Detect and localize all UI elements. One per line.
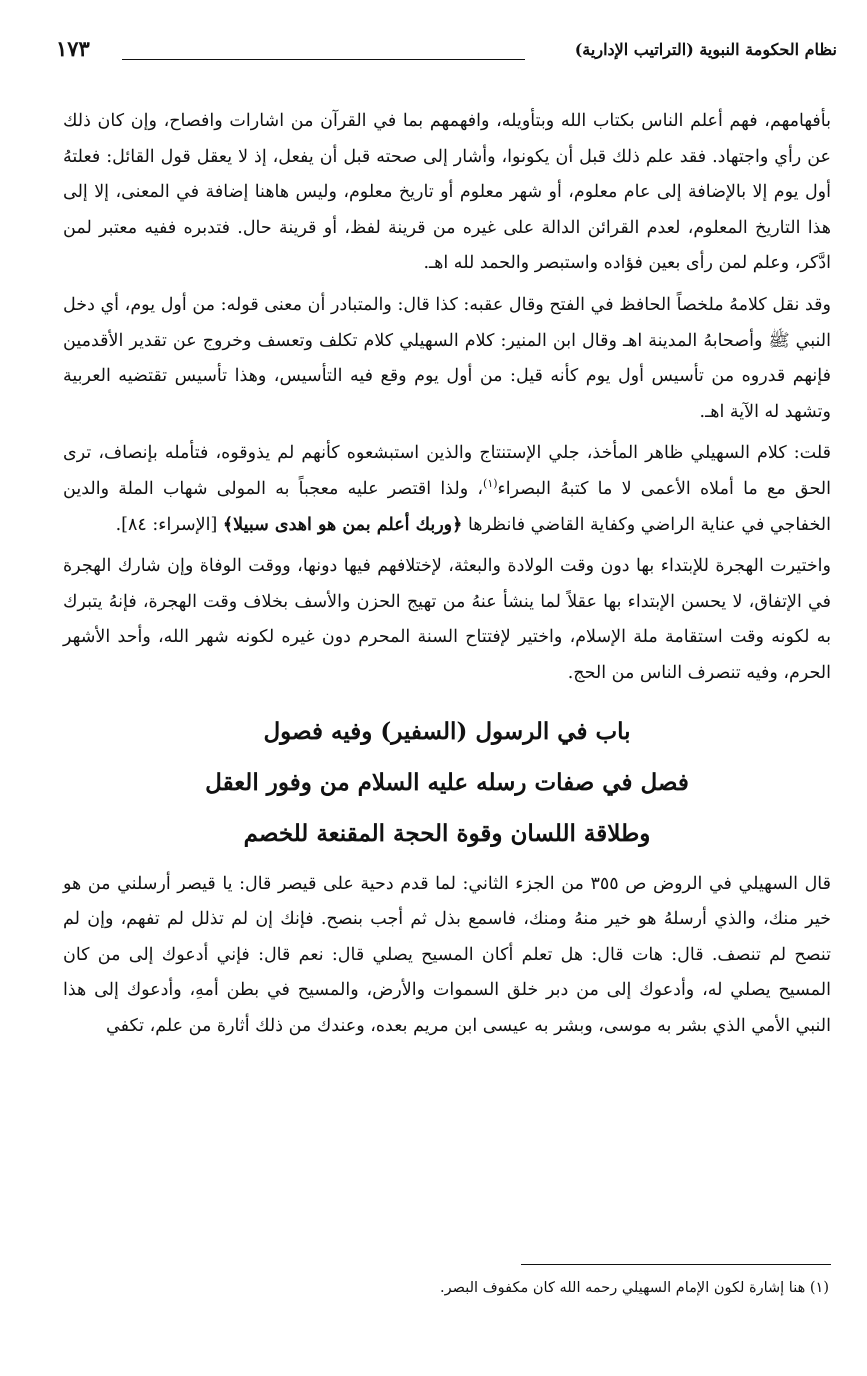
header-rule xyxy=(122,59,525,60)
page-number: ١٧٣ xyxy=(56,36,90,61)
footnote: (١) هنا إشارة لكون الإمام السهيلي رحمه الله كان مكفوف البصر. xyxy=(440,1280,829,1296)
section-heading: وطلاقة اللسان وقوة الحجة المقنعة للخصم xyxy=(243,819,651,847)
paragraph: بأفهامهم، فهم أعلم الناس بكتاب الله وبتأويله، وافهمهم بما في القرآن من اشارات وافصاح، وإن كان ذلك عن رأي واجتهاد. فقد علم ذلك قبل أن يكونوا، وأشار إلى صحته قبل أن يفعل، إذ لا يعقل قول القائل: فعلتهُ أول يوم إلا بالإضافة إلى عام معلوم، أو شهر معلوم أو تاريخ معلوم، وليس هاهنا إضافة في المعنى، إلا إلى هذا التاريخ المعلوم، لعدم القرائن الدالة على غيره من قرينة لفظ، أو قرينة حال. فتدبره ففيه معتبر لمن ادَّكر، وعلم لمن رأى بعين فؤاده واستبصر والحمد لله اهـ. xyxy=(63,111,831,274)
footnote-marker: (١) xyxy=(483,477,498,491)
chapter-heading: باب في الرسول (السفير) وفيه فصول xyxy=(263,717,631,745)
paragraph xyxy=(63,436,831,543)
paragraph: قال السهيلي في الروض ص ٣٥٥ من الجزء الثاني: لما قدم دحية على قيصر قال: يا قيصر أرسلني من هو خير منك، والذي أرسلهُ هو خير منهُ ومنك، فاسمع بذل ثم أجب بنصح. فإنك إن لم تذلل لم تفهم، وإن لم تنصح لم تنصف. قال: هات قال: هل تعلم أكان المسيح يصلي قال: نعم قال: فإني أدعوك إلى من كان المسيح يصلي له، وأدعوك إلى من دبر خلق السموات والأرض، والمسيح في بطن أمهِ، وأدعوك إلى هذا النبي الأمي الذي بشر به موسى، وبشر به عيسى ابن مريم بعده، وعندك من ذلك أثارة من علم، تكفي xyxy=(63,873,831,1036)
quran-verse: ﴿وربك أعلم بمن هو اهدى سبيلا﴾ xyxy=(222,514,463,535)
verse-reference: [الإسراء: ٨٤]. xyxy=(115,514,223,535)
paragraph: وقد نقل كلامهُ ملخصاً الحافظ في الفتح وقال عقبه: كذا قال: والمتبادر أن معنى قوله: من أول يوم، أي دخل النبي ﷺ وأصحابهُ المدينة اهـ وقال ابن المنير: كلام السهيلي كلام تكلف وتعسف وخروج عن تقدير الأقدمين فإنهم قدروه من تأسيس أول يوم كأنه قيل: من أول يوم وقع فيه التأسيس، وهذا تأسيس تقتضيه العربية وتشهد له الآية اهـ. xyxy=(63,294,831,422)
footnote-rule xyxy=(521,1264,831,1265)
paragraph-text: ، ولذا اقتصر عليه معجباً به المولى شهاب الملة والدين الخفاجي في عناية الراضي وكفاية القاضي فانظرها xyxy=(63,478,831,535)
section-headings xyxy=(63,706,831,859)
page-body xyxy=(63,104,831,1044)
paragraph: واختيرت الهجرة للإبتداء بها دون وقت الولادة والبعثة، لإختلافهم فيها دونها، ووقت الوفاة وإن شارك الهجرة في الإتفاق، لا يحسن الإبتداء بها عقلاً لما ينشأ عنهُ من تهيج الحزن والأسف بخلاف وقت الهجرة، فإنهُ يتبرك به لكونه وقت استقامة ملة الإسلام، واختير لإفتتاح السنة المحرم دون غيره لكونه شهر الله، وأحد الأشهر الحرم، وفيه تنصرف الناس من الحج. xyxy=(63,556,831,683)
section-heading: فصل في صفات رسله عليه السلام من وفور العقل xyxy=(205,768,689,796)
paragraph-text: قلت: كلام السهيلي ظاهر المأخذ، جلي الإستنتاج والذين استبشعوه كأنهم لم يذوقوه، فتأمله بإنصاف، ترى الحق مع ما أملاه الأعمى لا ما كتبهُ البصراء xyxy=(63,443,831,499)
running-title: نظام الحكومة النبوية (التراتيب الإدارية) xyxy=(574,40,837,59)
running-header xyxy=(56,34,837,64)
